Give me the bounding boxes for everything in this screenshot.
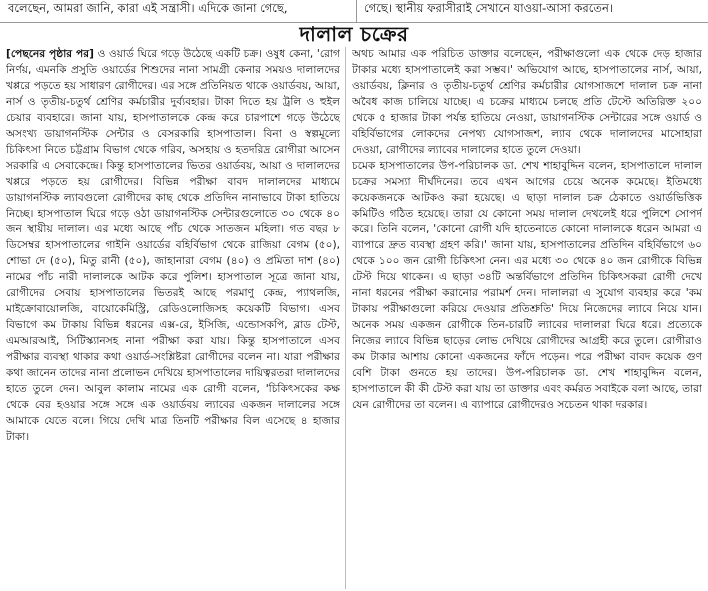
- article-paragraph-text: ও ওয়ার্ড ঘিরে গড়ে উঠেছে একটি চক্র। ওষুধ কেনা, 'রোগ নির্ণয়, এমনকি প্রসুতি ওয়ার্ডের শিশুদের নানা সামগ্রী কেনার সময়ও দালালদের খপ্পরে পড়তে হয় সাধারণ রোগীদের। এর সঙ্গে প্রতিনিয়ত থাকে ওয়ার্ডবয়, আয়া, নার্স ও তৃতীয়-চতুর্থ শ্রেণির কর্মচারীর দুর্ব্যবহার। টাকা দিতে হয় ট্রলি ও হুইল চেয়ার ব্যবহারে। জানা যায়, হাসপাতালকে কেন্দ্র করে চারপাশে গড়ে উঠেছে অসংখ্য ডায়াগনস্টিক সেন্টার ও বেসরকারি হাসপাতাল। বিনা ও স্বল্পমূল্যে চিকিৎসা নিতে চট্টগ্রাম বিভাগ থেকে গরিব, অসহায় ও হতদরিদ্র রোগীরা আসেন সরকারি এ সেবাকেন্দ্রে। কিন্তু হাসপাতালের ভিতর ওয়ার্ডবয়, আয়া ও দালালদের খপ্পরে পড়তে হয় রোগীদের। বিভিন্ন পরীক্ষা বাবদ দালালদের মাধ্যমে ডায়াগনস্টিক ল্যাবগুলো রোগীদের কাছ থেকে প্রতিদিন নানাভাবে টাকা হাতিয়ে নিচ্ছে। হাসপাতাল ঘিরে গড়ে ওঠা ডায়াগনস্টিক সেন্টারগুলোতে ৩০ থেকে ৪০ জন স্থায়ীয় দালাল। এর মধ্যে আছে পাঁচ থেকে সাতজন মহিলা। গত বছর ৮ ডিসেম্বর হাসপাতালের গাইনি ওয়ার্ডের বহির্বিভাগ থেকে রাজিয়া বেগম (৫০), শোভা দে (৫০), মিতু রানী (৫০), জাহানারা বেগম (৪০) ও প্রমিতা দাশ (৪০) নামের পাঁচ নারী দালালকে আটক করে পুলিশ। হাসপাতাল সূত্রে জানা যায়, রোগীদের সেবায় হাসপাতালের ভিতরই আছে পরমাণু কেন্দ্র, প্যাথলজি, মাইক্রোবায়োলজি, বায়োকেমিস্ট্রি, রেডিওলোজিসহ কয়েকটি বিভাগ। এসব বিভাগে কম টাকায় বিভিন্ন ধরনের এক্স-রে, ইসিজি, এন্ডোসকপি, ব্লাড টেস্ট, এমআরআই, সিটিস্ক্যানসহ নানা পরীক্ষা করা যায়। কিন্তু হাসপাতালে এসব পরীক্ষার ব্যবস্থা থাকার কথা ওয়ার্ড-সংশ্লিষ্টরা রোগীদের বলেন না। যারা পরীক্ষার কথা জানেন তাদের নানা প্রলোভন দেখিয়ে হাসপাতালের দায়িত্বরতরা দালালদের হাতে তুলে দেন। আবুল কালাম নামের এক রোগী বলেন, 'চিকিৎসকের কক্ষ থেকে বের হওয়ার সঙ্গে সঙ্গে এক ওয়ার্ডবয় ল্যাবের একজন দালালের সঙ্গে আমাকে যেতে বলে। গিয়ে দেখি মাত্র তিনটি পরীক্ষার বিল এসেছে ৪ হাজার টাকা।: [6, 48, 340, 443]
- previous-article-strip: [0, 0, 708, 23]
- article-headline: দালাল চক্রের: [299, 22, 409, 46]
- continuation-marker: [পেছনের পৃষ্ঠার পর]: [6, 48, 94, 60]
- article-paragraph: [6, 47, 340, 446]
- previous-article-text-left: বলেছেন, আমরা জানি, কারা এই সন্ত্রাসী। এদিকে জানা গেছে,: [8, 1, 288, 15]
- article-paragraph: চমেক হাসপাতালের উপ-পরিচালক ডা. শেখ শাহাবুদ্দিন বলেন, হাসপাতালে দালাল চক্রের সমস্যা দীর্ঘদিনের। তবে এখন আগের চেয়ে অনেক কমেছে। ইতিমধ্যে কয়েকজনকে আটকও করা হয়েছে। এ ছাড়া দালাল চক্র ঠেকাতে ওয়ার্ডভিত্তিক কমিটিও গঠিত হয়েছে। তারা যে কোনো সময় দালাল দেখলেই ধরে পুলিশে সোপর্দ করে। তিনি বলেন, 'কোনো রোগী যদি হাতেনাতে কোনো দালালকে ধরেন আমরা এ ব্যাপারে দ্রুত ব্যবস্থা গ্রহণ করি।' জানা যায়, হাসপাতালের প্রতিদিন বহির্বিভাগে ৬০ থেকে ১০০ জন রোগী চিকিৎসা নেন। এর মধ্যে ৩০ থেকে ৪০ জন রোগীকে বিভিন্ন টেস্ট দিয়ে থাকেন। এ ছাড়া ৩৪টি অন্তর্বিভাগে প্রতিদিন চিকিৎসকরা রোগী দেখে নানা ধরনের পরীক্ষা করানোর পরামর্শ দেন। দালালরা এ সুযোগ ব্যবহার করে 'কম টাকায় পরীক্ষাগুলো করিয়ে দেওয়ার প্রতিশ্রুতি' দিয়ে নিজেদের ল্যাবে নিয়ে যান। অনেক সময় একজন রোগীকে তিন-চারটি ল্যাবের দালালরা ঘিরে ধরে। প্রত্যেকে নিজের ল্যাবে বিভিন্ন ছাড়ের লোভ দেখিয়ে রোগীদের আগ্রহী করে তুলে। রোগীরাও কম টাকার আশায় কোনো একজনের ফাঁদে পড়েন। পরে পরীক্ষা বাবদ কয়েক গুণ বেশি টাকা গুনতে হয় তাদের। উপ-পরিচালক ডা. শেখ শাহাবুদ্দিন বলেন, হাসপাতালে কী কী টেস্ট করা যায় তা ডাক্তার এবং কর্মরত সবাইকে বলা আছে, তারা যেন রোগীদের তা বলেন। এ ব্যাপারে রোগীদেরও সচেতন থাকা দরকার।: [352, 159, 702, 411]
- article-paragraph: অথচ আমার এক পরিচিত ডাক্তার বলেছেন, পরীক্ষাগুলো এক থেকে দেড় হাজার টাকার মধ্যে হাসপাতালেই করা সম্ভব।' অভিযোগ আছে, হাসপাতালের নার্স, আয়া, ওয়ার্ডবয়, ক্লিনার ও তৃতীয়-চতুর্থ শ্রেণির কর্মচারীর যোগসাজশে দালাল চক্র নানা অবৈধ কাজ চালিয়ে যাচ্ছে। এ চক্রের মাধ্যমে চলছে প্রতি টেস্টে অতিরিক্ত ২০০ থেকে ৫ হাজার টাকা পর্যন্ত হাতিয়ে নেওয়া, ডায়াগনস্টিক সেন্টারের সঙ্গে ওয়ার্ড ও বহির্বিভাগের লোকদের নেপথ্য যোগসাজশ, ল্যাব থেকে দালালদের মাসোহারা দেওয়া, রোগীদের ল্যাবের দালালের হাতে তুলে দেওয়া।: [352, 48, 702, 156]
- previous-article-text-right: গেছে। স্থানীয় ফরাসীরাই সেখানে যাওয়া-আসা করতেন।: [364, 1, 613, 15]
- column-divider: [345, 47, 346, 589]
- column-divider-top: [356, 0, 357, 22]
- article-column-left: [6, 47, 340, 587]
- article-column-right: [352, 47, 702, 587]
